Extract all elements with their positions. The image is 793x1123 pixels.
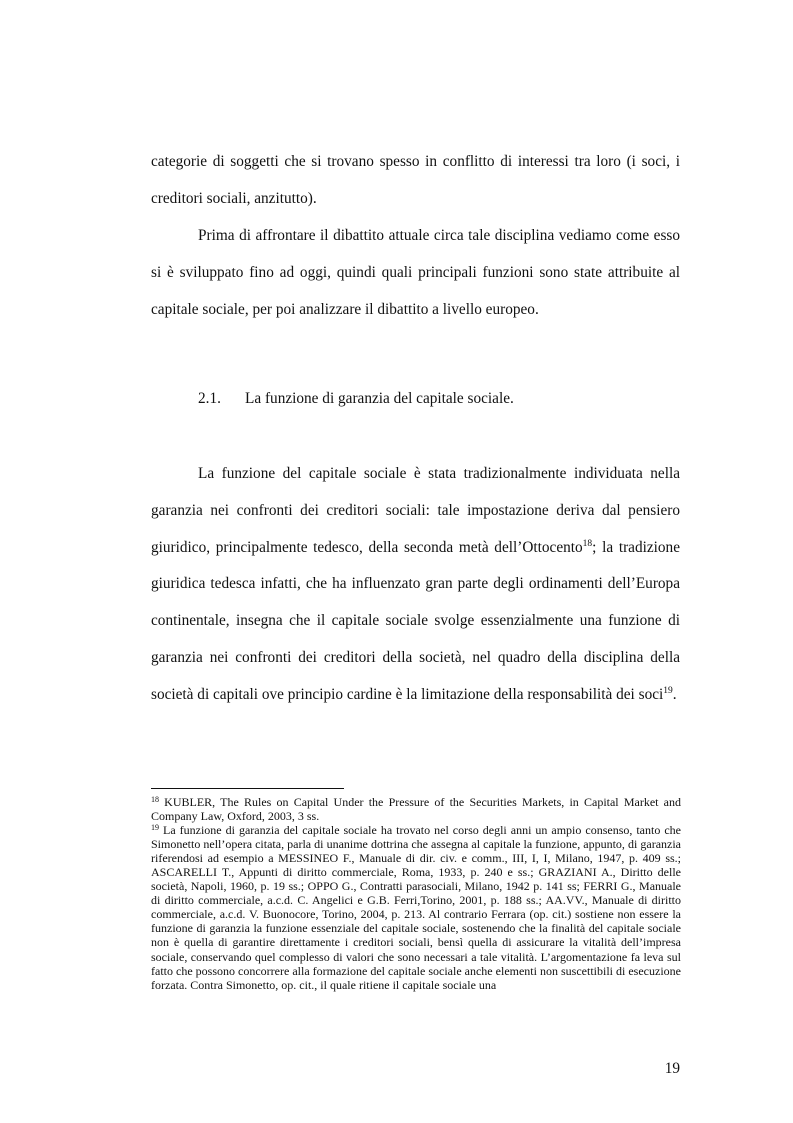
paragraph-text-part: ; la tradizione giuridica tedesca infatti, che ha influenzato gran parte degli ordinamenti dell’Europa continentale, insegna che il capitale sociale svolge essenzialmente una funzione di garanzia nei confronti dei creditori della società, nel quadro della disciplina della società di capitali ove principio cardine è la limitazione della responsabilità dei soci <box>151 538 680 703</box>
footnotes <box>151 795 681 992</box>
paragraph-text <box>151 456 680 714</box>
paragraph-text: categorie di soggetti che si trovano spesso in conflitto di interessi tra loro (i soci, i creditori sociali, anzitutto). <box>151 153 680 207</box>
paragraph-text-part: La funzione del capitale sociale è stata tradizionalmente individuata nella garanzia nei confronti dei creditori sociali: tale impostazione deriva dal pensiero giuridico, principalmente tedesco, della seconda metà dell’Ottocento <box>151 465 680 556</box>
page-number: 19 <box>664 1060 680 1077</box>
footnote-number: 19 <box>151 823 159 833</box>
paragraph-text: Prima di affrontare il dibattito attuale circa tale disciplina vediamo come esso si è sviluppato fino ad oggi, quindi quali principali funzioni sono state attribuite al capitale sociale, per poi analizzare il dibattito a livello europeo. <box>151 227 680 318</box>
footnote-18 <box>151 795 681 823</box>
paragraph-continued <box>151 144 680 218</box>
section-title: La funzione di garanzia del capitale sociale. <box>245 390 514 407</box>
footnote-text: La funzione di garanzia del capitale sociale ha trovato nel corso degli anni un ampio consenso, tanto che Simonetto nell’opera citata, parla di unanime dottrina che assegna al capitale la funzione, appunto, di garanzia riferendosi ad esempio a MESSINEO F., Manuale di dir. civ. e comm., III, I, I, Milano, 1947, p. 409 ss.; ASCARELLI T., Appunti di diritto commerciale, Roma, 1933, p. 240 e ss.; GRAZIANI A., Diritto delle società, Napoli, 1960, p. 19 ss.; OPPO G., Contratti parasociali, Milano, 1942 p. 141 ss; FERRI G., Manuale di diritto commerciale, a.c.d. C. Angelici e G.B. Ferri,Torino, 2001, p. 188 ss.; AA.VV., Manuale di diritto commerciale, a.c.d. V. Buonocore, Torino, 2004, p. 213. Al contrario Ferrara (op. cit.) sostiene non essere la funzione di garanzia la funzione essenziale del capitale sociale, sostenendo che la finalità del capitale sociale non è quella di garantire direttamente i creditori sociali, bensì quella di assicurare la vitalità dell’impresa sociale, conservando quel complesso di valori che sono necessari a tale vitalità. L’argomentazione fa leva sul fatto che possono concorrere alla formazione del capitale sociale anche elementi non suscettibili di esecuzione forzata. Contra Simonetto, op. cit., il quale ritiene il capitale sociale una <box>151 823 681 992</box>
section-number: 2.1. <box>198 390 221 407</box>
paragraph-text-part: . <box>672 685 677 703</box>
footnote-separator <box>151 788 344 789</box>
footnote-19 <box>151 823 681 992</box>
paragraph-intro <box>151 218 680 328</box>
paragraph-main <box>151 456 680 714</box>
footnote-reference[interactable]: 19 <box>663 685 673 696</box>
footnote-reference[interactable]: 18 <box>582 538 593 549</box>
footnote-number: 18 <box>151 795 159 804</box>
footnote-text: KUBLER, The Rules on Capital Under the Pressure of the Securities Markets, in Capital Market and Company Law, Oxford, 2003, 3 ss. <box>151 795 681 824</box>
section-heading <box>198 381 514 417</box>
